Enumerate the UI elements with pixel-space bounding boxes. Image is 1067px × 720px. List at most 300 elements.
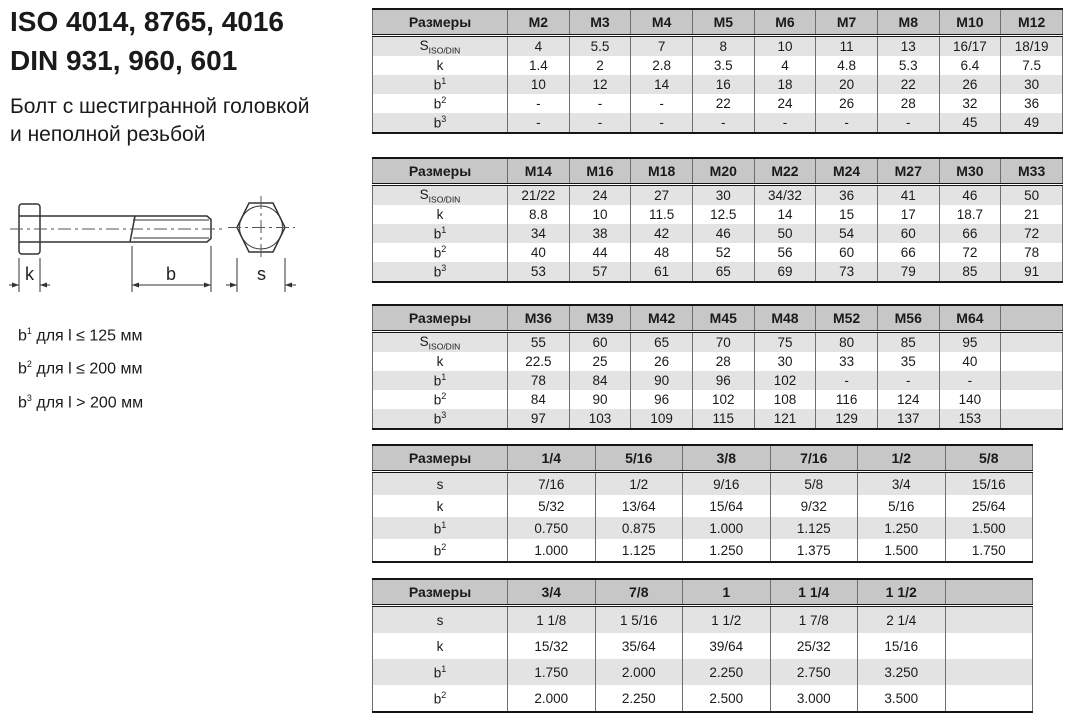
cell: 84 bbox=[508, 390, 570, 409]
cell: 46 bbox=[939, 185, 1001, 206]
cell: 66 bbox=[877, 243, 939, 262]
table-row bbox=[373, 113, 1063, 133]
table-corner-label: Размеры bbox=[373, 305, 508, 332]
cell: 95 bbox=[939, 332, 1001, 353]
cell: 10 bbox=[754, 36, 816, 57]
title-din-line: DIN 931, 960, 601 bbox=[10, 45, 238, 76]
cell: 103 bbox=[569, 409, 631, 429]
cell: 41 bbox=[877, 185, 939, 206]
dimension-table-metric-small bbox=[372, 8, 1063, 134]
cell: 9/16 bbox=[683, 472, 771, 496]
column-header bbox=[945, 579, 1033, 606]
cell: 35/64 bbox=[595, 633, 683, 659]
cell: 60 bbox=[877, 224, 939, 243]
cell: 8 bbox=[692, 36, 754, 57]
cell: 85 bbox=[939, 262, 1001, 282]
cell: 2.000 bbox=[595, 659, 683, 685]
column-header: M4 bbox=[631, 9, 693, 36]
cell: - bbox=[754, 113, 816, 133]
cell: 91 bbox=[1001, 262, 1063, 282]
table-row bbox=[373, 56, 1063, 75]
header-row bbox=[373, 158, 1063, 185]
cell bbox=[945, 685, 1033, 712]
cell: - bbox=[569, 94, 631, 113]
table-row bbox=[373, 75, 1063, 94]
cell: 109 bbox=[631, 409, 693, 429]
cell: 15 bbox=[816, 205, 878, 224]
row-label: $b^1$ bbox=[373, 224, 508, 243]
cell: 7.5 bbox=[1001, 56, 1063, 75]
row-label-superscript: 2 bbox=[441, 244, 447, 255]
cell: 116 bbox=[816, 390, 878, 409]
cell: 4 bbox=[754, 56, 816, 75]
cell: 39/64 bbox=[683, 633, 771, 659]
column-header: M30 bbox=[939, 158, 1001, 185]
row-label: $b^2$ bbox=[373, 685, 508, 712]
cell: 21 bbox=[1001, 205, 1063, 224]
cell: 153 bbox=[939, 409, 1001, 429]
table-row bbox=[373, 332, 1063, 353]
s-arrow-right bbox=[285, 283, 292, 288]
cell: 115 bbox=[692, 409, 754, 429]
column-header: M6 bbox=[754, 9, 816, 36]
cell: 7 bbox=[631, 36, 693, 57]
cell: 78 bbox=[1001, 243, 1063, 262]
table-row bbox=[373, 36, 1063, 57]
cell: 50 bbox=[754, 224, 816, 243]
row-label: $b^1$ bbox=[373, 75, 508, 94]
cell bbox=[1001, 332, 1063, 353]
cell: 25/64 bbox=[945, 495, 1033, 517]
cell: 30 bbox=[692, 185, 754, 206]
cell: 85 bbox=[877, 332, 939, 353]
table-row bbox=[373, 262, 1063, 282]
cell: 69 bbox=[754, 262, 816, 282]
dimension-table bbox=[372, 444, 1033, 563]
column-header: 5/8 bbox=[945, 445, 1033, 472]
table-head bbox=[373, 9, 1063, 36]
cell: 1.250 bbox=[858, 517, 946, 539]
cell: 45 bbox=[939, 113, 1001, 133]
cell: 11.5 bbox=[631, 205, 693, 224]
cell bbox=[945, 633, 1033, 659]
column-header: M36 bbox=[508, 305, 570, 332]
cell: 48 bbox=[631, 243, 693, 262]
cell: 22 bbox=[692, 94, 754, 113]
bolt-drawing bbox=[8, 192, 308, 297]
cell: 13 bbox=[877, 36, 939, 57]
cell: 97 bbox=[508, 409, 570, 429]
cell: 90 bbox=[631, 371, 693, 390]
row-label-superscript: 1 bbox=[441, 519, 447, 530]
cell: 65 bbox=[631, 332, 693, 353]
row-label: k bbox=[373, 56, 508, 75]
table-row bbox=[373, 371, 1063, 390]
cell: - bbox=[877, 371, 939, 390]
cell: 32 bbox=[939, 94, 1001, 113]
cell: 21/22 bbox=[508, 185, 570, 206]
table-body bbox=[373, 472, 1033, 563]
table-corner-label: Размеры bbox=[373, 579, 508, 606]
cell: 24 bbox=[754, 94, 816, 113]
cell: 6.4 bbox=[939, 56, 1001, 75]
column-header: M56 bbox=[877, 305, 939, 332]
column-header: 5/16 bbox=[595, 445, 683, 472]
cell: 18 bbox=[754, 75, 816, 94]
cell: 52 bbox=[692, 243, 754, 262]
cell: 96 bbox=[631, 390, 693, 409]
table-body bbox=[373, 606, 1033, 713]
column-header: M10 bbox=[939, 9, 1001, 36]
cell: 25 bbox=[569, 352, 631, 371]
column-header: M33 bbox=[1001, 158, 1063, 185]
row-label: $b^3$ bbox=[373, 409, 508, 429]
column-header: 1 1/2 bbox=[858, 579, 946, 606]
cell: - bbox=[631, 94, 693, 113]
cell: 96 bbox=[692, 371, 754, 390]
row-label: $S_{ISO/DIN}$ bbox=[373, 185, 508, 206]
cell: 70 bbox=[692, 332, 754, 353]
cell: 1.250 bbox=[683, 539, 771, 562]
cell: 20 bbox=[816, 75, 878, 94]
row-label: $S_{ISO/DIN}$ bbox=[373, 36, 508, 57]
dimension-table bbox=[372, 157, 1063, 283]
table-row bbox=[373, 352, 1063, 371]
cell: 1/2 bbox=[595, 472, 683, 496]
header-row bbox=[373, 579, 1033, 606]
header-row bbox=[373, 445, 1033, 472]
column-header: 7/16 bbox=[770, 445, 858, 472]
row-label-superscript: 2 bbox=[441, 95, 447, 106]
column-header: M22 bbox=[754, 158, 816, 185]
cell: 14 bbox=[631, 75, 693, 94]
row-label-subscript: ISO/DIN bbox=[428, 341, 461, 352]
note-line: $b^2$ для l ≤ 200 мм bbox=[18, 359, 143, 378]
cell: 124 bbox=[877, 390, 939, 409]
row-label-subscript: ISO/DIN bbox=[428, 194, 461, 205]
cell: 10 bbox=[569, 205, 631, 224]
row-label-superscript: 3 bbox=[441, 114, 447, 125]
cell: 66 bbox=[939, 224, 1001, 243]
cell: 72 bbox=[1001, 224, 1063, 243]
cell: 1.000 bbox=[508, 539, 596, 562]
row-label-superscript: 1 bbox=[441, 225, 447, 236]
cell: 5.5 bbox=[569, 36, 631, 57]
row-label: k bbox=[373, 633, 508, 659]
k-arrow-right bbox=[40, 283, 47, 288]
cell: 90 bbox=[569, 390, 631, 409]
cell: 16 bbox=[692, 75, 754, 94]
note-line: $b^1$ для l ≤ 125 мм bbox=[18, 326, 143, 345]
table-row bbox=[373, 94, 1063, 113]
cell: 3/4 bbox=[858, 472, 946, 496]
cell: 34 bbox=[508, 224, 570, 243]
table-row bbox=[373, 495, 1033, 517]
cell: 57 bbox=[569, 262, 631, 282]
k-arrow-left bbox=[12, 283, 19, 288]
cell: 7/16 bbox=[508, 472, 596, 496]
row-label-superscript: 1 bbox=[441, 76, 447, 87]
cell bbox=[945, 606, 1033, 634]
cell: 5/32 bbox=[508, 495, 596, 517]
row-label-superscript: 3 bbox=[26, 392, 32, 403]
cell: 11 bbox=[816, 36, 878, 57]
cell: 102 bbox=[692, 390, 754, 409]
column-header: M20 bbox=[692, 158, 754, 185]
cell: - bbox=[816, 113, 878, 133]
subtitle-line-2: и неполной резьбой bbox=[10, 123, 206, 146]
cell: 5/16 bbox=[858, 495, 946, 517]
cell: 49 bbox=[1001, 113, 1063, 133]
k-dimension-label: k bbox=[25, 264, 34, 284]
table-corner-label: Размеры bbox=[373, 158, 508, 185]
cell: 102 bbox=[754, 371, 816, 390]
dimension-table-imperial-large bbox=[372, 578, 1033, 713]
column-header: M8 bbox=[877, 9, 939, 36]
cell: 2.000 bbox=[508, 685, 596, 712]
row-label-superscript: 2 bbox=[441, 541, 447, 552]
cell: 33 bbox=[816, 352, 878, 371]
cell: 1.500 bbox=[858, 539, 946, 562]
cell: 79 bbox=[877, 262, 939, 282]
column-header: M27 bbox=[877, 158, 939, 185]
cell: 28 bbox=[877, 94, 939, 113]
column-header: M14 bbox=[508, 158, 570, 185]
cell: - bbox=[692, 113, 754, 133]
row-label-superscript: 3 bbox=[441, 410, 447, 421]
column-header: M18 bbox=[631, 158, 693, 185]
column-header: 7/8 bbox=[595, 579, 683, 606]
row-label-superscript: 1 bbox=[441, 372, 447, 383]
column-header: 1 1/4 bbox=[770, 579, 858, 606]
dimension-table-imperial-small bbox=[372, 444, 1033, 563]
cell: 30 bbox=[754, 352, 816, 371]
b-arrow-right bbox=[204, 283, 211, 288]
row-label: $b^2$ bbox=[373, 243, 508, 262]
cell: 61 bbox=[631, 262, 693, 282]
cell: 26 bbox=[939, 75, 1001, 94]
subtitle-line-1: Болт с шестигранной головкой bbox=[10, 95, 310, 118]
cell: - bbox=[508, 113, 570, 133]
thread-length-notes bbox=[18, 317, 143, 417]
table-row bbox=[373, 517, 1033, 539]
column-header bbox=[1001, 305, 1063, 332]
cell: 73 bbox=[816, 262, 878, 282]
cell: 2.250 bbox=[595, 685, 683, 712]
cell: 18.7 bbox=[939, 205, 1001, 224]
cell: 1.750 bbox=[945, 539, 1033, 562]
dimension-table-metric-medium bbox=[372, 157, 1063, 283]
cell: - bbox=[508, 94, 570, 113]
column-header: M42 bbox=[631, 305, 693, 332]
cell: 1.750 bbox=[508, 659, 596, 685]
column-header: M3 bbox=[569, 9, 631, 36]
column-header: M45 bbox=[692, 305, 754, 332]
cell: 2.500 bbox=[683, 685, 771, 712]
row-label-superscript: 2 bbox=[26, 359, 32, 370]
row-label-superscript: 1 bbox=[26, 326, 32, 336]
cell: 55 bbox=[508, 332, 570, 353]
cell: 25/32 bbox=[770, 633, 858, 659]
table-head bbox=[373, 158, 1063, 185]
row-label-subscript: ISO/DIN bbox=[428, 45, 461, 56]
cell: 2.250 bbox=[683, 659, 771, 685]
cell: 24 bbox=[569, 185, 631, 206]
document-title bbox=[10, 2, 284, 80]
cell: 75 bbox=[754, 332, 816, 353]
column-header: 3/4 bbox=[508, 579, 596, 606]
cell: - bbox=[816, 371, 878, 390]
table-row bbox=[373, 224, 1063, 243]
column-header: 1/4 bbox=[508, 445, 596, 472]
row-label: $b^3$ bbox=[373, 262, 508, 282]
column-header: M52 bbox=[816, 305, 878, 332]
cell: 108 bbox=[754, 390, 816, 409]
s-arrow-left bbox=[230, 283, 237, 288]
cell: 1.375 bbox=[770, 539, 858, 562]
cell: 9/32 bbox=[770, 495, 858, 517]
row-label: $b^1$ bbox=[373, 371, 508, 390]
cell: 40 bbox=[939, 352, 1001, 371]
table-corner-label: Размеры bbox=[373, 9, 508, 36]
table-body bbox=[373, 332, 1063, 430]
cell: 2.8 bbox=[631, 56, 693, 75]
cell: 5.3 bbox=[877, 56, 939, 75]
row-label: k bbox=[373, 205, 508, 224]
cell: - bbox=[569, 113, 631, 133]
cell: 40 bbox=[508, 243, 570, 262]
cell bbox=[945, 659, 1033, 685]
table-head bbox=[373, 579, 1033, 606]
cell: 3.000 bbox=[770, 685, 858, 712]
table-row bbox=[373, 633, 1033, 659]
cell: 16/17 bbox=[939, 36, 1001, 57]
row-label: $b^2$ bbox=[373, 390, 508, 409]
row-label: $b^2$ bbox=[373, 539, 508, 562]
cell: 1 7/8 bbox=[770, 606, 858, 634]
cell: 12.5 bbox=[692, 205, 754, 224]
cell: 1.500 bbox=[945, 517, 1033, 539]
cell: 50 bbox=[1001, 185, 1063, 206]
cell: 2 1/4 bbox=[858, 606, 946, 634]
cell: 26 bbox=[816, 94, 878, 113]
column-header: 1/2 bbox=[858, 445, 946, 472]
dimension-table-metric-large bbox=[372, 304, 1063, 430]
cell: 5/8 bbox=[770, 472, 858, 496]
cell: 30 bbox=[1001, 75, 1063, 94]
cell: 2 bbox=[569, 56, 631, 75]
cell: 0.875 bbox=[595, 517, 683, 539]
table-row bbox=[373, 185, 1063, 206]
cell: 140 bbox=[939, 390, 1001, 409]
s-dimension-label: s bbox=[257, 264, 266, 284]
cell: 80 bbox=[816, 332, 878, 353]
cell: 38 bbox=[569, 224, 631, 243]
cell: 1.4 bbox=[508, 56, 570, 75]
cell: 35 bbox=[877, 352, 939, 371]
column-header: 1 bbox=[683, 579, 771, 606]
cell bbox=[1001, 390, 1063, 409]
row-label-superscript: 2 bbox=[441, 689, 447, 700]
cell: 26 bbox=[631, 352, 693, 371]
table-row bbox=[373, 472, 1033, 496]
cell: 12 bbox=[569, 75, 631, 94]
cell bbox=[1001, 371, 1063, 390]
cell: 121 bbox=[754, 409, 816, 429]
cell: 137 bbox=[877, 409, 939, 429]
cell: 14 bbox=[754, 205, 816, 224]
cell: 15/16 bbox=[858, 633, 946, 659]
cell: 1 1/2 bbox=[683, 606, 771, 634]
cell: 60 bbox=[569, 332, 631, 353]
cell: 53 bbox=[508, 262, 570, 282]
cell: 42 bbox=[631, 224, 693, 243]
table-row bbox=[373, 606, 1033, 634]
cell: 34/32 bbox=[754, 185, 816, 206]
dimension-table bbox=[372, 304, 1063, 430]
row-label: k bbox=[373, 352, 508, 371]
cell: 129 bbox=[816, 409, 878, 429]
table-row bbox=[373, 205, 1063, 224]
cell bbox=[1001, 409, 1063, 429]
row-label: s bbox=[373, 606, 508, 634]
cell: 60 bbox=[816, 243, 878, 262]
cell: 72 bbox=[939, 243, 1001, 262]
cell: 78 bbox=[508, 371, 570, 390]
column-header: M24 bbox=[816, 158, 878, 185]
cell: 3.5 bbox=[692, 56, 754, 75]
b-arrow-left bbox=[132, 283, 139, 288]
column-header: M16 bbox=[569, 158, 631, 185]
table-row bbox=[373, 685, 1033, 712]
cell: 44 bbox=[569, 243, 631, 262]
cell: 84 bbox=[569, 371, 631, 390]
cell: 22.5 bbox=[508, 352, 570, 371]
table-row bbox=[373, 390, 1063, 409]
row-label-superscript: 1 bbox=[441, 663, 447, 674]
header-row bbox=[373, 9, 1063, 36]
column-header: M39 bbox=[569, 305, 631, 332]
cell: 1 1/8 bbox=[508, 606, 596, 634]
cell: 27 bbox=[631, 185, 693, 206]
table-head bbox=[373, 445, 1033, 472]
cell: 36 bbox=[816, 185, 878, 206]
note-line: $b^3$ для l > 200 мм bbox=[18, 392, 144, 411]
cell: 28 bbox=[692, 352, 754, 371]
cell: 3.500 bbox=[858, 685, 946, 712]
b-dimension-label: b bbox=[166, 264, 177, 284]
cell: 0.750 bbox=[508, 517, 596, 539]
column-header: M5 bbox=[692, 9, 754, 36]
cell: 22 bbox=[877, 75, 939, 94]
cell: 1.125 bbox=[595, 539, 683, 562]
table-head bbox=[373, 305, 1063, 332]
cell: 15/16 bbox=[945, 472, 1033, 496]
cell: 2.750 bbox=[770, 659, 858, 685]
cell: 10 bbox=[508, 75, 570, 94]
row-label: $b^1$ bbox=[373, 517, 508, 539]
table-body bbox=[373, 36, 1063, 134]
cell: 1 5/16 bbox=[595, 606, 683, 634]
cell: 1.125 bbox=[770, 517, 858, 539]
table-corner-label: Размеры bbox=[373, 445, 508, 472]
cell: 3.250 bbox=[858, 659, 946, 685]
column-header: 3/8 bbox=[683, 445, 771, 472]
table-row bbox=[373, 659, 1033, 685]
row-label: $S_{ISO/DIN}$ bbox=[373, 332, 508, 353]
dimension-table bbox=[372, 578, 1033, 713]
cell: - bbox=[877, 113, 939, 133]
